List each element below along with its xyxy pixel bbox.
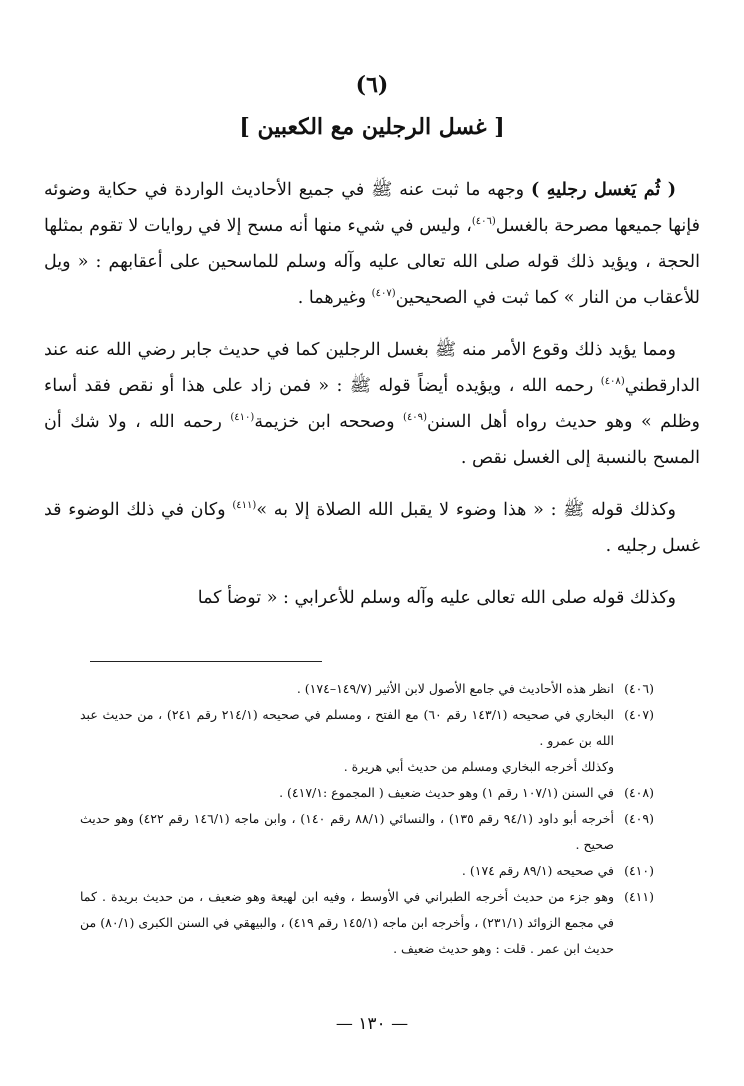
- footnote-ref[interactable]: (٤٠٧): [371, 288, 396, 300]
- footnote-text: انظر هذه الأحاديث في جامع الأصول لابن الأثير (١٤٩/٧–١٧٤) .: [296, 681, 614, 696]
- footnote-ref[interactable]: (٤١١): [232, 500, 257, 512]
- paragraph-lead: ( ثُم يَغسل رجليهِ ): [531, 180, 676, 200]
- paragraph-text: وصححه ابن خزيمة: [254, 412, 404, 432]
- paragraph-text: وجهه ما ثبت عنه ﷺ في جميع الأحاديث الواردة في حكاية وضوئه فإنها جميعها مصرحة بالغسل: [44, 180, 700, 236]
- footnote-text: في السنن (١٠٧/١ رقم ١) وهو حديث ضعيف ( المجموع :٤١٧/١) .: [279, 785, 614, 800]
- paragraph-text: ، وليس في شيء منها أنه مسح إلا في روايات لا تقوم بمثلها الحجة ، ويؤيد ذلك قوله صلى الله تعالى عليه وآله وسلم للماسحين على أعقابهم : « ويل للأعقاب من النار » كما ثبت في الصحيحين: [44, 216, 700, 308]
- footnote-ref[interactable]: (٤١٠): [230, 412, 255, 424]
- footnote-continuation: وكذلك أخرجه البخاري ومسلم من حديث أبي هريرة .: [343, 759, 614, 774]
- footnote-number: (٤٠٩): [624, 811, 654, 826]
- paragraph-2: [44, 332, 700, 476]
- paragraph-text: رحمه الله ، ولا شك أن المسح بالنسبة إلى الغسل نقص .: [44, 412, 700, 468]
- footnote-item: [80, 676, 654, 702]
- paragraph-text: وكذلك قوله ﷺ : « هذا وضوء لا يقبل الله الصلاة إلا به »: [256, 500, 676, 520]
- chapter-title: [ غسل الرجلين مع الكعبين ]: [239, 114, 505, 140]
- paragraph-text: وكذلك قوله صلى الله تعالى عليه وآله وسلم للأعرابي : « توضأ كما: [197, 588, 676, 608]
- paragraph-text: وغيرهما .: [297, 288, 372, 308]
- footnote-number: (٤٠٨): [624, 785, 654, 800]
- paragraph-text: وكان في ذلك الوضوء قد غسل رجليه .: [44, 500, 700, 556]
- footnote-text: وهو جزء من حديث أخرجه الطبراني في الأوسط ، وفيه ابن لهيعة وهو ضعيف ، من حديث بريدة . كما في مجمع الزوائد (٢٣١/١) ، وأخرجه ابن ماجه (١٤٥/١ رقم ٤١٩) ، والبيهقي في السنن الكبرى (٨٠/١) من حديث ابن عمر . قلت : وهو حديث ضعيف .: [80, 889, 614, 956]
- footnotes: [80, 676, 654, 962]
- footnote-text: في صحيحه (٨٩/١ رقم ١٧٤) .: [461, 863, 614, 878]
- footnote-text: البخاري في صحيحه (١٤٣/١ رقم ٦٠) مع الفتح ، ومسلم في صحيحه (٢١٤/١ رقم ٢٤١) ، من حديث عبد الله بن عمرو .: [80, 707, 615, 748]
- paragraph-3: [44, 492, 700, 564]
- footnote-item: [80, 806, 654, 858]
- footnote-item: [80, 780, 654, 806]
- footnote-item: [80, 702, 654, 754]
- footnote-ref[interactable]: (٤٠٨): [600, 376, 625, 388]
- footnote-text: أخرجه أبو داود (٩٤/١ رقم ١٣٥) ، والنسائي (٨٨/١ رقم ١٤٠) ، وابن ماجه (١٤٦/١ رقم ٤٢٢) وهو حديث صحيح .: [80, 811, 614, 852]
- footnote-number: (٤٠٧): [624, 707, 654, 722]
- footnote-ref[interactable]: (٤٠٩): [403, 412, 427, 424]
- paragraph-1: [44, 172, 700, 316]
- footnote-number: (٤٠٦): [624, 681, 654, 696]
- footnote-divider: [90, 661, 322, 662]
- main-text: [44, 172, 700, 632]
- paragraph-text: ومما يؤيد ذلك وقوع الأمر منه ﷺ بغسل الرجلين كما في حديث جابر رضي الله عنه عند الدارقطني: [44, 340, 700, 396]
- paragraph-4: [44, 580, 700, 616]
- page-number: — ١٣٠ —: [335, 1014, 409, 1034]
- paragraph-text: رحمه الله ، ويؤيده أيضاً قوله ﷺ : « فمن زاد على هذا أو نقص فقد أساء وظلم » وهو حديث رواه أهل السنن: [44, 376, 700, 432]
- footnote-ref[interactable]: (٤٠٦): [471, 216, 496, 228]
- footnote-item: [80, 858, 654, 884]
- footnote-item: [80, 884, 654, 962]
- footnote-number: (٤١١): [624, 889, 654, 904]
- footnote-number: (٤١٠): [624, 863, 654, 878]
- chapter-number: (٦): [355, 72, 389, 98]
